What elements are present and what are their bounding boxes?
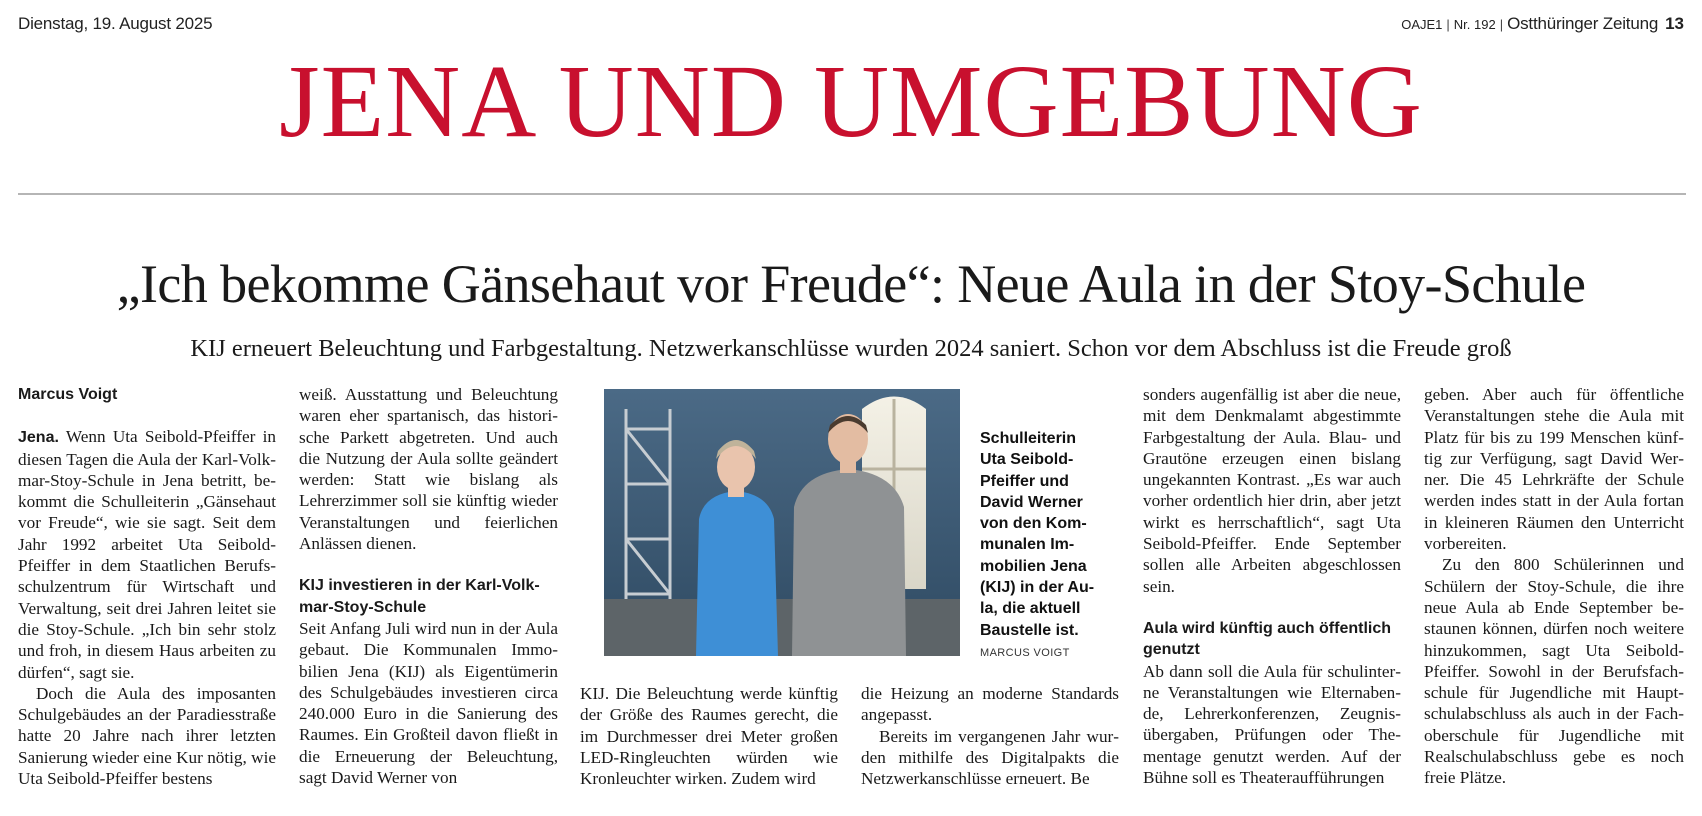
subheading: Aula wird künftig auch öffentlich genutzt (1143, 619, 1391, 659)
newspaper-name: Ostthüringer Zeitung (1507, 14, 1659, 33)
photo-credit: MARCUS VOIGT (980, 647, 1070, 659)
paragraph (18, 426, 276, 683)
paragraph: weiß. Ausstattung und Beleuchtung waren eher spartanisch, das historische Parkett abgetreten. Und auch die Nutzung der Aula sollte geändert werden: Statt wie bislang als Lehrerzimmer soll sie künftig wieder Veranstaltungen und feierlichen Anlässen dienen. (299, 385, 558, 554)
article-column-1 (18, 384, 276, 789)
edition-code: OAJE1 (1401, 17, 1443, 32)
issue-number: Nr. 192 (1453, 17, 1496, 32)
separator: | (1499, 17, 1504, 32)
page-number: 13 (1665, 14, 1684, 33)
photo-illustration (604, 389, 960, 656)
paragraph: Zu den 800 Schülerinnen und Schülern der Stoy-Schule, die ihre neue Aula ab Ende September bestaunen können, dürfen noch weitere hinzukommen, sagt Uta Seibold-Pfeiffer. Sowohl in der Berufsfachschule für Jugendliche mit Hauptschulabschluss als auch in der Fachoberschule für Jugendliche mit Realschulabschluss gebe es noch freie Plätze. (1424, 555, 1684, 788)
dateline: Jena. (18, 429, 59, 447)
article-column-3 (580, 683, 838, 789)
paragraph: Bereits im vergangenen Jahr wurden mithilfe des Digitalpakts die Netzwerkanschlüsse erneuert. Be (861, 726, 1119, 789)
page-info (1401, 14, 1684, 34)
section-divider (18, 193, 1686, 195)
issue-date: Dienstag, 19. August 2025 (18, 14, 213, 33)
section-title: JENA UND UMGEBUNG (279, 44, 1423, 159)
photo-caption: Schulleiterin Uta Seibold-Pfeiffer und David Werner von den Kommunalen Immobilien Jena (KIJ) in der Aula, die aktuell Baustelle ist. (980, 430, 1095, 639)
article-column-2 (299, 384, 558, 788)
article-column-6 (1424, 384, 1684, 789)
paragraph: KIJ. Die Beleuchtung werde künftig der Größe des Raumes gerecht, die im Durchmesser drei Meter großen LED-Ringleuchten würden wie Kronleuchter wirken. Zudem wird (580, 684, 838, 789)
separator: | (1446, 17, 1450, 32)
paragraph: die Heizung an moderne Standards angepasst. (861, 684, 1119, 725)
article-photo (604, 389, 960, 656)
subheading: KIJ investieren in der Karl-Volkmar-Stoy-Schule (299, 577, 540, 616)
paragraph: Seit Anfang Juli wird nun in der Aula gebaut. Die Kommunalen Immobilien Jena (KIJ) als Eigentümerin des Schulgebäudes investieren circa 240.000 Euro in die Sanierung des Raumes. Ein Großteil davon fließt in die Erneuerung der Beleuchtung, sagt David Werner von (299, 618, 558, 788)
paragraph: Ab dann soll die Aula für schulinterne Veranstaltungen wie Elternabende, Lehrerkonferenzen, Zeugnisübergaben, Prüfungen oder Thementage genutzt werden. Auf der Bühne soll es Theateraufführungen (1143, 661, 1401, 788)
paragraph: sonders augenfällig ist aber die neue, mit dem Denkmalamt abgestimmte Farbgestaltung der Aula. Blau- und Grautöne erzeugen einen bislang ungekannten Kontrast. „Es war auch vorher ordentlich hier drin, aber jetzt wirkt es herrschaftlich“, sagt Uta Seibold-Pfeiffer. Ende September sollen alle Arbeiten abgeschlossen sein. (1143, 385, 1401, 596)
paragraph-text: Wenn Uta Seibold-Pfeiffer in diesen Tagen die Aula der Karl-Volkmar-Stoy-Schule in Jena betritt, bekommt die Schulleiterin „Gänsehaut vor Freude“, wie sie sagt. Seit dem Jahr 1992 arbeitet Uta Seibold-Pfeiffer in dem Staatlichen Berufsschulzentrum für Wirtschaft und Verwaltung, seit drei Jahren leitet sie die Stoy-Schule. „Ich bin sehr stolz und froh, in diesem Haus arbeiten zu dürfen“, sagt sie. (18, 427, 276, 682)
article-column-4 (861, 683, 1119, 789)
paragraph: geben. Aber auch für öffentliche Veranstaltungen stehe die Aula mit Platz für bis zu 199 Menschen künftig zur Verfügung, sagt David Werner. Die 45 Lehrkräfte der Schule werden indes statt in der Aula fortan in kleineren Räumen den Unterricht vorbereiten. (1424, 385, 1684, 554)
article-headline: „Ich bekomme Gänsehaut vor Freude“: Neue Aula in der Stoy-Schule (116, 254, 1586, 314)
author-byline: Marcus Voigt (18, 386, 118, 403)
article-subheadline: KIJ erneuert Beleuchtung und Farbgestaltung. Netzwerkanschlüsse wurden 2024 saniert. Schon vor dem Abschluss ist die Freude groß (190, 335, 1512, 362)
paragraph: Doch die Aula des imposanten Schulgebäudes an der Paradiesstraße hatte 20 Jahre nach ihrer letzten Sanierung wieder eine Kur nötig, wie Uta Seibold-Pfeiffer bestens (18, 683, 276, 789)
article-column-5 (1143, 384, 1401, 788)
